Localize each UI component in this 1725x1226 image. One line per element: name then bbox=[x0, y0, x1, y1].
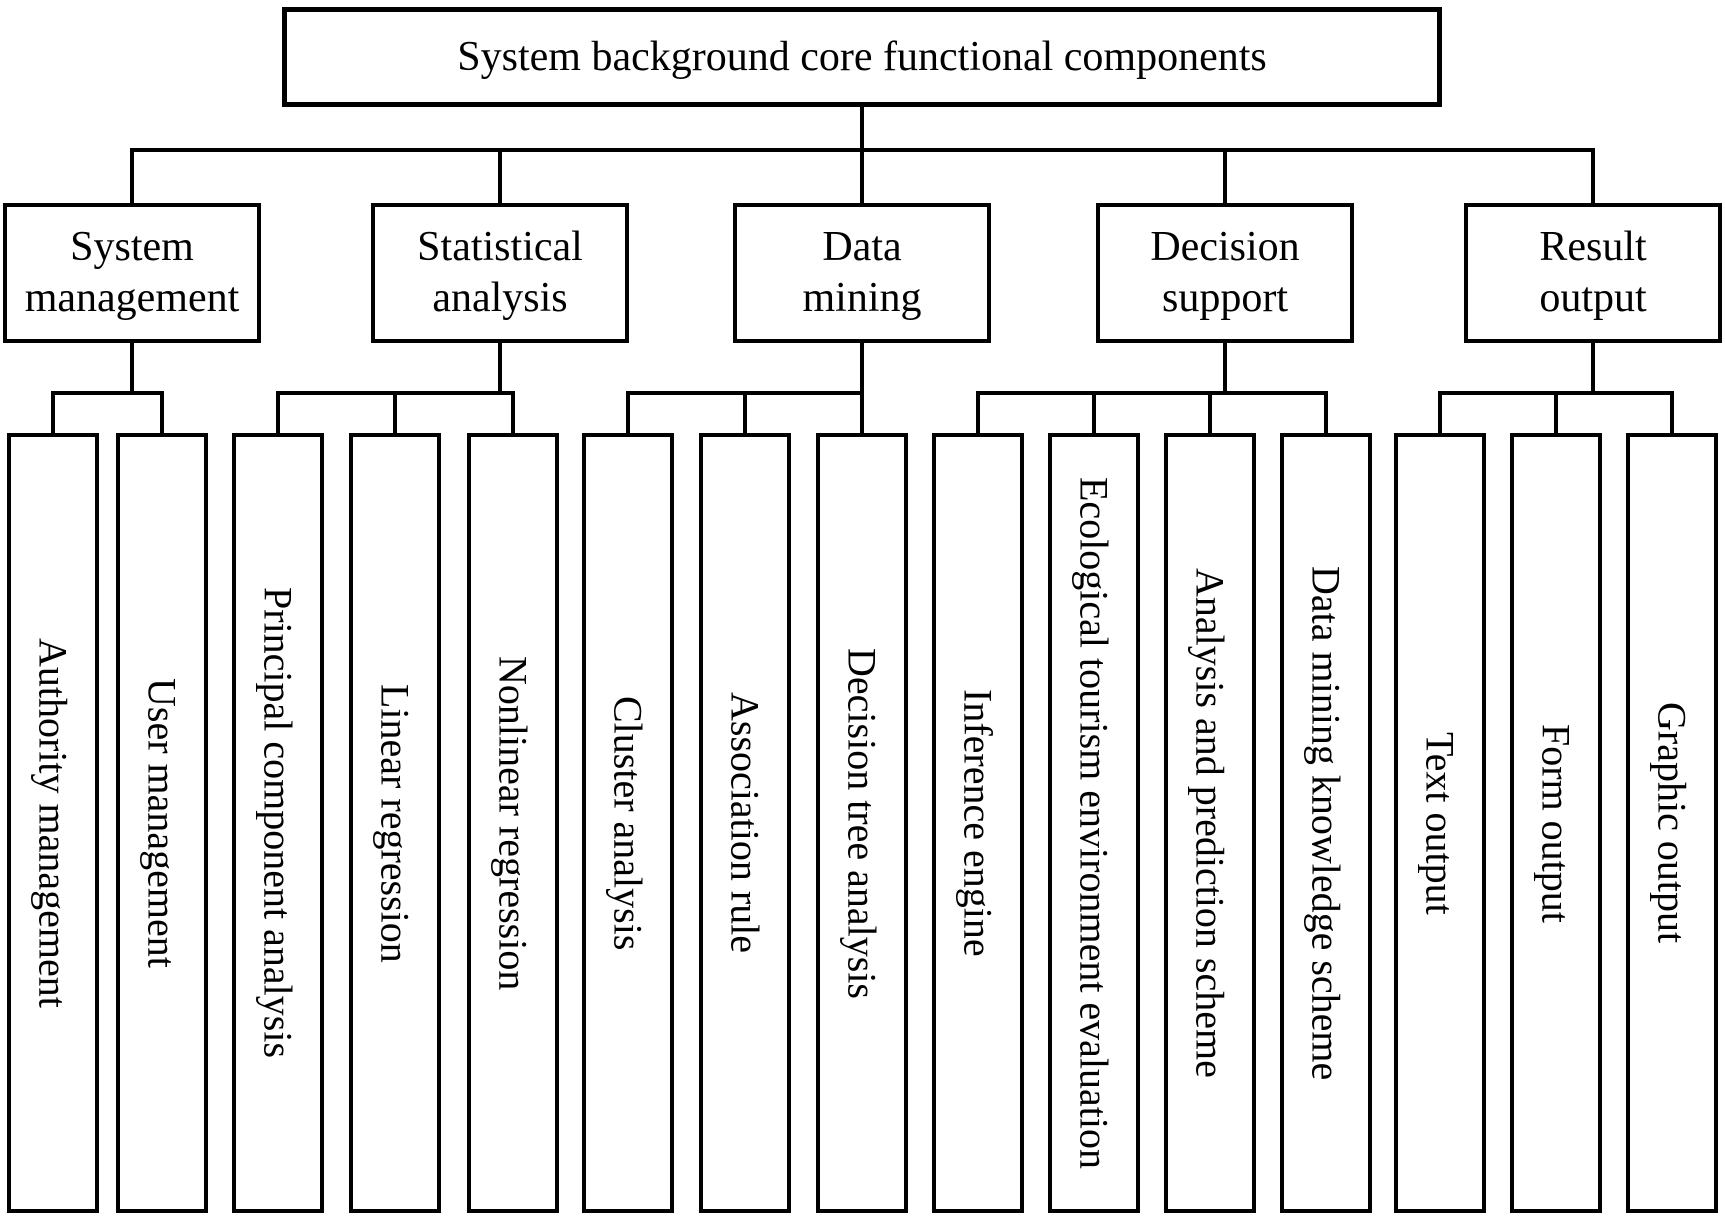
connector-line bbox=[1438, 393, 1442, 433]
leaf-box-4-0 bbox=[1394, 433, 1486, 1213]
connector-line bbox=[276, 393, 280, 433]
connector-line bbox=[976, 393, 980, 433]
connector-line bbox=[1208, 393, 1212, 433]
leaf-box-1-2 bbox=[467, 433, 559, 1213]
leaf-box-1-1-label: Linear regression bbox=[372, 683, 418, 963]
group-box-1-label: Statistical analysis bbox=[417, 223, 583, 321]
leaf-box-3-1 bbox=[1048, 433, 1140, 1213]
connector-line bbox=[860, 150, 864, 203]
connector-line bbox=[130, 343, 134, 393]
connector-line bbox=[511, 393, 515, 433]
leaf-box-3-1-label: Ecological tourism environment evaluation bbox=[1071, 476, 1117, 1170]
connector-line bbox=[626, 393, 630, 433]
leaf-box-1-2-label: Nonlinear regression bbox=[490, 655, 536, 991]
connector-line bbox=[160, 393, 164, 433]
connector-line bbox=[860, 393, 864, 433]
connector-line bbox=[130, 150, 134, 203]
root-box-label: System background core functional components bbox=[457, 34, 1267, 80]
group-box-4-label: Result output bbox=[1539, 223, 1647, 321]
leaf-box-4-1 bbox=[1510, 433, 1602, 1213]
leaf-box-2-0-label: Cluster analysis bbox=[605, 695, 651, 951]
leaf-box-2-0 bbox=[582, 433, 674, 1213]
leaf-box-4-0-label: Text output bbox=[1417, 731, 1463, 915]
group-box-0 bbox=[3, 203, 261, 343]
connector-line bbox=[393, 393, 397, 433]
connector-line bbox=[51, 393, 55, 433]
connector-line bbox=[1223, 150, 1227, 203]
connector-line bbox=[51, 391, 164, 395]
leaf-box-1-1 bbox=[349, 433, 441, 1213]
group-box-3-label: Decision support bbox=[1150, 223, 1300, 321]
connector-line bbox=[1591, 343, 1595, 393]
connector-line bbox=[1092, 393, 1096, 433]
leaf-box-3-0-label: Inference engine bbox=[955, 689, 1001, 957]
leaf-box-3-2 bbox=[1164, 433, 1256, 1213]
leaf-box-2-1 bbox=[699, 433, 791, 1213]
leaf-box-4-2 bbox=[1626, 433, 1718, 1213]
leaf-box-2-2-label: Decision tree analysis bbox=[839, 647, 885, 999]
group-box-3 bbox=[1096, 203, 1354, 343]
connector-line bbox=[1554, 393, 1558, 433]
leaf-box-4-1-label: Form output bbox=[1533, 723, 1579, 923]
connector-line bbox=[1591, 150, 1595, 203]
group-box-1 bbox=[371, 203, 629, 343]
leaf-box-3-0 bbox=[932, 433, 1024, 1213]
root-box bbox=[282, 7, 1442, 107]
group-box-2-label: Data mining bbox=[802, 223, 922, 321]
connector-line bbox=[1324, 393, 1328, 433]
leaf-box-2-1-label: Association rule bbox=[722, 692, 768, 954]
leaf-box-0-0-label: Authority management bbox=[30, 638, 76, 1008]
leaf-box-1-0 bbox=[232, 433, 324, 1213]
leaf-box-1-0-label: Principal component analysis bbox=[255, 587, 301, 1059]
connector-line bbox=[860, 343, 864, 393]
connector-line bbox=[1223, 343, 1227, 393]
connector-line bbox=[1670, 393, 1674, 433]
connector-line bbox=[860, 107, 864, 150]
leaf-box-3-3 bbox=[1280, 433, 1372, 1213]
connector-line bbox=[743, 393, 747, 433]
leaf-box-0-0 bbox=[7, 433, 99, 1213]
leaf-box-2-2 bbox=[816, 433, 908, 1213]
group-box-4 bbox=[1464, 203, 1722, 343]
group-box-0-label: System management bbox=[24, 223, 240, 321]
leaf-box-0-1-label: User management bbox=[139, 678, 185, 968]
connector-line bbox=[976, 391, 1328, 395]
connector-line bbox=[498, 343, 502, 393]
group-box-2 bbox=[733, 203, 991, 343]
connector-line bbox=[498, 150, 502, 203]
leaf-box-4-2-label: Graphic output bbox=[1649, 702, 1695, 944]
leaf-box-0-1 bbox=[116, 433, 208, 1213]
leaf-box-3-2-label: Analysis and prediction scheme bbox=[1187, 568, 1233, 1078]
leaf-box-3-3-label: Data mining knowledge scheme bbox=[1303, 565, 1349, 1081]
